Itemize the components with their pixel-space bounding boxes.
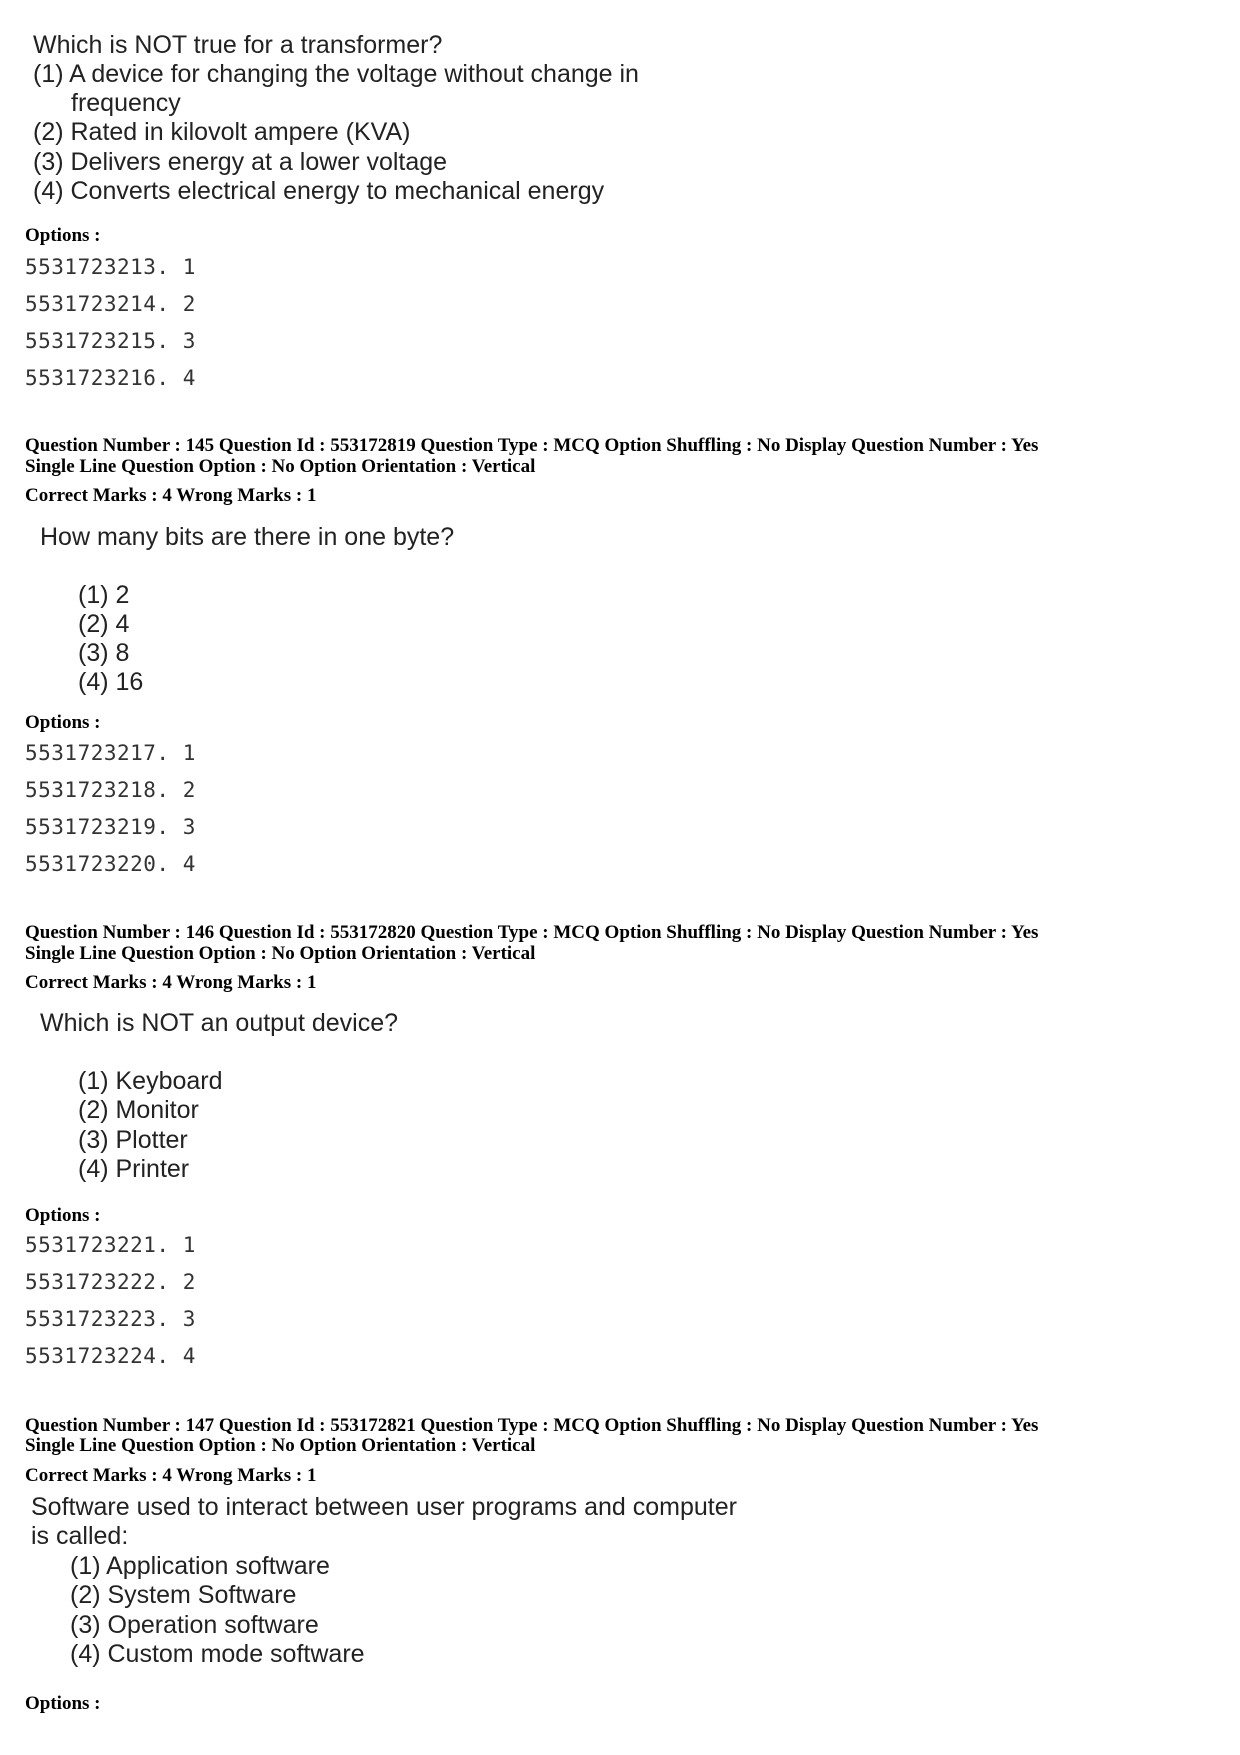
choice-1: (1) Application software [70, 1552, 330, 1580]
choice-2: (2) Monitor [78, 1096, 199, 1124]
choice-2: (2) System Software [70, 1581, 297, 1609]
options-label: Options : [25, 712, 101, 733]
options-label: Options : [25, 1205, 101, 1226]
choice-4: (4) 16 [78, 668, 144, 696]
question-text-continued: is called: [31, 1522, 129, 1550]
choice-1-continued: frequency [71, 89, 181, 117]
options-label: Options : [25, 1693, 101, 1714]
choice-4: (4) Custom mode software [70, 1640, 365, 1668]
question-meta-line: Question Number : 145 Question Id : 553172819 Question Type : MCQ Option Shuffling : No Display Question Number : Yes [25, 435, 1039, 456]
option-item: 5531723221. 1 [25, 1233, 196, 1257]
option-item: 5531723214. 2 [25, 292, 196, 316]
choice-1: (1) Keyboard [78, 1067, 223, 1095]
choice-4: (4) Converts electrical energy to mechanical energy [33, 177, 605, 205]
marks-line: Correct Marks : 4 Wrong Marks : 1 [25, 972, 317, 993]
option-item: 5531723215. 3 [25, 329, 196, 353]
question-meta-line: Single Line Question Option : No Option Orientation : Vertical [25, 943, 536, 964]
question-text: Software used to interact between user programs and computer [31, 1493, 737, 1521]
option-item: 5531723224. 4 [25, 1344, 196, 1368]
choice-3: (3) Plotter [78, 1126, 188, 1154]
option-item: 5531723220. 4 [25, 852, 196, 876]
choice-2: (2) Rated in kilovolt ampere (KVA) [33, 118, 411, 146]
option-item: 5531723219. 3 [25, 815, 196, 839]
choice-1: (1) 2 [78, 581, 130, 609]
question-text: Which is NOT true for a transformer? [33, 31, 443, 59]
choice-4: (4) Printer [78, 1155, 190, 1183]
question-meta-line: Single Line Question Option : No Option Orientation : Vertical [25, 1435, 536, 1456]
question-meta-line: Question Number : 147 Question Id : 553172821 Question Type : MCQ Option Shuffling : No Display Question Number : Yes [25, 1415, 1039, 1436]
choice-2: (2) 4 [78, 610, 130, 638]
question-meta-line: Single Line Question Option : No Option Orientation : Vertical [25, 456, 536, 477]
option-item: 5531723222. 2 [25, 1270, 196, 1294]
question-meta-line: Question Number : 146 Question Id : 553172820 Question Type : MCQ Option Shuffling : No Display Question Number : Yes [25, 922, 1039, 943]
option-item: 5531723217. 1 [25, 741, 196, 765]
question-text: Which is NOT an output device? [40, 1009, 399, 1037]
marks-line: Correct Marks : 4 Wrong Marks : 1 [25, 485, 317, 506]
option-item: 5531723213. 1 [25, 255, 196, 279]
choice-3: (3) Delivers energy at a lower voltage [33, 148, 448, 176]
option-item: 5531723223. 3 [25, 1307, 196, 1331]
choice-1: (1) A device for changing the voltage without change in [33, 60, 639, 88]
options-label: Options : [25, 225, 101, 246]
option-item: 5531723216. 4 [25, 366, 196, 390]
marks-line: Correct Marks : 4 Wrong Marks : 1 [25, 1465, 317, 1486]
option-item: 5531723218. 2 [25, 778, 196, 802]
choice-3: (3) Operation software [70, 1611, 319, 1639]
choice-3: (3) 8 [78, 639, 130, 667]
question-text: How many bits are there in one byte? [40, 523, 455, 551]
